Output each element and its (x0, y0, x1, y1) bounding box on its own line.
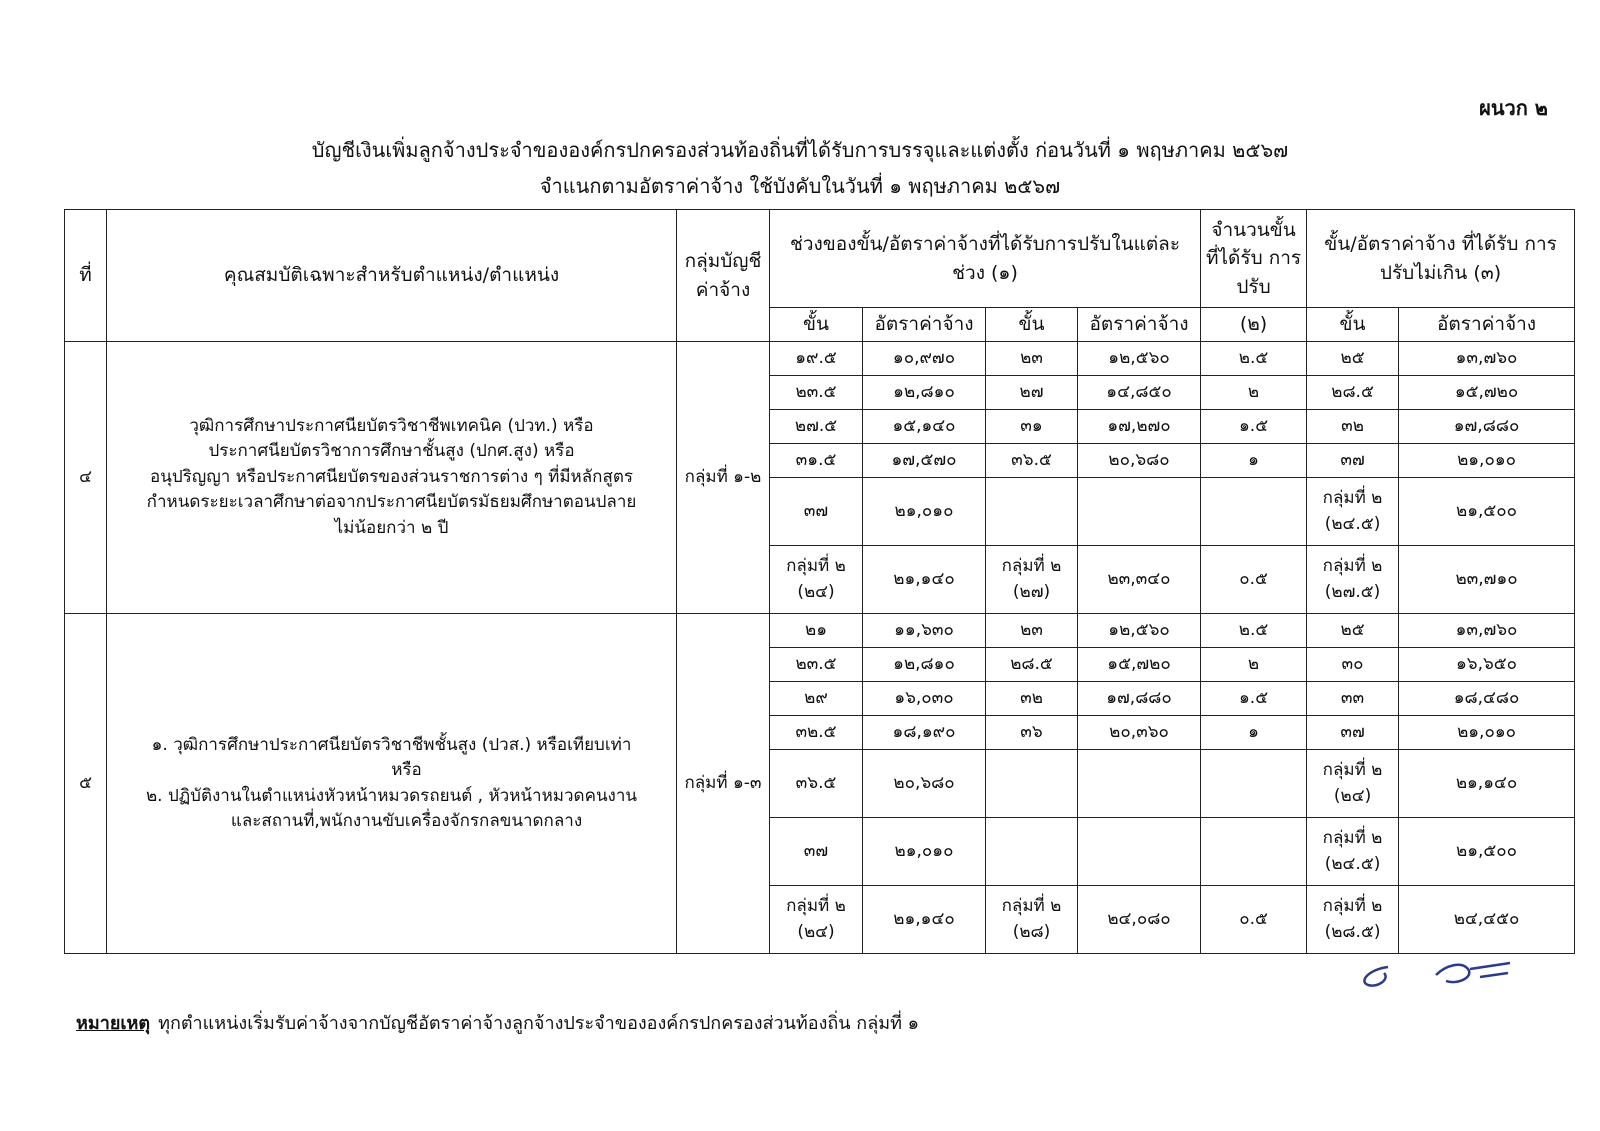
header-range: ช่วงของขั้น/อัตราค่าจ้างที่ได้รับการปรับในแต่ละช่วง (๑) (770, 210, 1201, 308)
range-to-step: ๓๑ (986, 410, 1078, 444)
range-from-step: ๓๗ (770, 818, 863, 886)
max-step: ๒๕ (1307, 342, 1399, 376)
adjust-steps: ๐.๕ (1201, 546, 1307, 614)
max-step: กลุ่มที่ ๒ (๒๘.๕) (1307, 886, 1399, 954)
range-from-step: ๒๓.๕ (770, 648, 863, 682)
range-to-step: กลุ่มที่ ๒ (๒๗) (986, 546, 1078, 614)
range-to-rate (1078, 478, 1201, 546)
range-from-step: กลุ่มที่ ๒ (๒๔) (770, 886, 863, 954)
qualification-line: หรือ (391, 760, 422, 780)
range-from-step: ๓๒.๕ (770, 716, 863, 750)
adjust-steps (1201, 818, 1307, 886)
max-step: ๓๗ (1307, 444, 1399, 478)
max-rate: ๒๑,๑๔๐ (1399, 750, 1575, 818)
range-to-rate: ๒๐,๓๖๐ (1078, 716, 1201, 750)
range-to-rate: ๒๓,๓๔๐ (1078, 546, 1201, 614)
range-to-step: ๒๓ (986, 342, 1078, 376)
max-rate: ๒๑,๕๐๐ (1399, 818, 1575, 886)
max-step: ๒๕ (1307, 614, 1399, 648)
header-group: กลุ่มบัญชี ค่าจ้าง (677, 210, 770, 342)
adjust-steps (1201, 478, 1307, 546)
max-step: ๓๐ (1307, 648, 1399, 682)
max-step: ๓๓ (1307, 682, 1399, 716)
range-to-rate (1078, 818, 1201, 886)
range-from-rate: ๑๕,๑๔๐ (863, 410, 986, 444)
qualification-line: อนุปริญญา หรือประกาศนียบัตรของส่วนราชการต่าง ๆ ที่มีหลักสูตร (149, 466, 633, 487)
qualification-line: วุฒิการศึกษาประกาศนียบัตรวิชาชีพเทคนิค (ปวท.) หรือ (189, 415, 594, 436)
footnote-text: ทุกตำแหน่งเริ่มรับค่าจ้างจากบัญชีอัตราค่าจ้างลูกจ้างประจำขององค์กรปกครองส่วนท้องถิ่น กลุ่มที่ ๑ (158, 1013, 920, 1034)
table-body (65, 342, 1575, 954)
range-from-step: ๒๙ (770, 682, 863, 716)
range-to-step: ๓๖ (986, 716, 1078, 750)
max-rate: ๒๓,๗๑๐ (1399, 546, 1575, 614)
range-to-step (986, 818, 1078, 886)
range-to-rate: ๒๐,๖๘๐ (1078, 444, 1201, 478)
range-from-step: ๓๗ (770, 478, 863, 546)
adjust-steps: ๒.๕ (1201, 342, 1307, 376)
qualification-line: ประกาศนียบัตรวิชาการศึกษาชั้นสูง (ปกศ.สูง) หรือ (208, 441, 575, 462)
header-rate: อัตราค่าจ้าง (863, 308, 986, 342)
range-to-rate: ๒๔,๐๘๐ (1078, 886, 1201, 954)
max-step: ๓๒ (1307, 410, 1399, 444)
table-header (65, 210, 1575, 342)
max-rate: ๒๑,๕๐๐ (1399, 478, 1575, 546)
range-to-rate: ๑๗,๘๘๐ (1078, 682, 1201, 716)
document-subtitle: จำแนกตามอัตราค่าจ้าง ใช้บังคับในวันที่ ๑ พฤษภาคม ๒๕๖๗ (539, 174, 1061, 198)
range-to-rate: ๑๒,๕๖๐ (1078, 614, 1201, 648)
qualification-text (107, 342, 677, 614)
max-step: ๓๗ (1307, 716, 1399, 750)
range-from-rate: ๒๑,๐๑๐ (863, 478, 986, 546)
range-from-step: กลุ่มที่ ๒ (๒๔) (770, 546, 863, 614)
qualification-line: ๑. วุฒิการศึกษาประกาศนียบัตรวิชาชีพชั้นสูง (ปวส.) หรือเทียบเท่า (151, 734, 632, 755)
adjust-steps: ๐.๕ (1201, 886, 1307, 954)
header-steps-num: (๒) (1201, 308, 1307, 342)
max-step: ๒๘.๕ (1307, 376, 1399, 410)
header-steps: จำนวนขั้น ที่ได้รับ การปรับ (1201, 210, 1307, 308)
adjust-steps: ๑ (1201, 716, 1307, 750)
range-from-rate: ๒๑,๐๑๐ (863, 818, 986, 886)
max-rate: ๑๖,๖๕๐ (1399, 648, 1575, 682)
table-row (65, 342, 1575, 376)
qualification-line: ไม่น้อยกว่า ๒ ปี (334, 517, 449, 538)
adjust-steps: ๒ (1201, 376, 1307, 410)
header-rate: อัตราค่าจ้าง (1399, 308, 1575, 342)
signature (1350, 955, 1520, 995)
max-rate: ๑๗,๘๘๐ (1399, 410, 1575, 444)
range-from-rate: ๑๒,๘๑๐ (863, 376, 986, 410)
max-step: กลุ่มที่ ๒ (๒๔.๕) (1307, 478, 1399, 546)
range-from-rate: ๒๑,๑๔๐ (863, 546, 986, 614)
range-to-step: ๒๗ (986, 376, 1078, 410)
max-rate: ๑๕,๗๒๐ (1399, 376, 1575, 410)
document-title: บัญชีเงินเพิ่มลูกจ้างประจำขององค์กรปกครองส่วนท้องถิ่นที่ได้รับการบรรจุและแต่งตั้ง ก่อนวันที่ ๑ พฤษภาคม ๒๕๖๗ (311, 138, 1289, 162)
header-rate: อัตราค่าจ้าง (1078, 308, 1201, 342)
max-rate: ๑๘,๔๘๐ (1399, 682, 1575, 716)
range-to-rate (1078, 750, 1201, 818)
header-step: ขั้น (1307, 308, 1399, 342)
range-to-rate: ๑๕,๗๒๐ (1078, 648, 1201, 682)
range-to-step: ๒๘.๕ (986, 648, 1078, 682)
range-to-rate: ๑๒,๕๖๐ (1078, 342, 1201, 376)
max-step: กลุ่มที่ ๒ (๒๔) (1307, 750, 1399, 818)
header-qualification: คุณสมบัติเฉพาะสำหรับตำแหน่ง/ตำแหน่ง (107, 210, 677, 342)
footnote (76, 1008, 919, 1037)
wage-group: กลุ่มที่ ๑-๓ (677, 614, 770, 954)
adjust-steps: ๑ (1201, 444, 1307, 478)
range-from-step: ๒๗.๕ (770, 410, 863, 444)
header-step: ขั้น (986, 308, 1078, 342)
header-max: ขั้น/อัตราค่าจ้าง ที่ได้รับ การปรับไม่เกิน (๓) (1307, 210, 1575, 308)
max-rate: ๒๔,๔๕๐ (1399, 886, 1575, 954)
max-rate: ๑๓,๗๖๐ (1399, 342, 1575, 376)
range-to-step: กลุ่มที่ ๒ (๒๘) (986, 886, 1078, 954)
range-from-step: ๑๙.๕ (770, 342, 863, 376)
range-from-rate: ๑๘,๑๙๐ (863, 716, 986, 750)
range-from-rate: ๑๐,๙๗๐ (863, 342, 986, 376)
qualification-line: กำหนดระยะเวลาศึกษาต่อจากประกาศนียบัตรมัธยมศึกษาตอนปลาย (146, 492, 637, 513)
qualification-line: และสถานที่,พนักงานขับเครื่องจักรกลขนาดกลาง (230, 811, 583, 831)
range-to-rate: ๑๔,๘๕๐ (1078, 376, 1201, 410)
max-rate: ๑๓,๗๖๐ (1399, 614, 1575, 648)
adjust-steps: ๒ (1201, 648, 1307, 682)
adjust-steps: ๒.๕ (1201, 614, 1307, 648)
footnote-label: หมายเหตุ (76, 1013, 151, 1034)
row-number: ๔ (65, 342, 107, 614)
annex-label: ผนวก ๒ (1479, 96, 1548, 120)
range-from-step: ๓๖.๕ (770, 750, 863, 818)
range-from-rate: ๑๖,๐๓๐ (863, 682, 986, 716)
range-to-step (986, 750, 1078, 818)
adjust-steps: ๑.๕ (1201, 410, 1307, 444)
wage-group: กลุ่มที่ ๑-๒ (677, 342, 770, 614)
max-rate: ๒๑,๐๑๐ (1399, 716, 1575, 750)
range-to-step: ๓๖.๕ (986, 444, 1078, 478)
range-from-step: ๓๑.๕ (770, 444, 863, 478)
max-step: กลุ่มที่ ๒ (๒๔.๕) (1307, 818, 1399, 886)
range-from-rate: ๒๐,๖๘๐ (863, 750, 986, 818)
range-from-step: ๒๑ (770, 614, 863, 648)
range-from-step: ๒๓.๕ (770, 376, 863, 410)
range-from-rate: ๑๑,๖๓๐ (863, 614, 986, 648)
range-to-rate: ๑๗,๒๗๐ (1078, 410, 1201, 444)
adjust-steps (1201, 750, 1307, 818)
range-to-step (986, 478, 1078, 546)
range-from-rate: ๑๗,๕๗๐ (863, 444, 986, 478)
max-step: กลุ่มที่ ๒ (๒๗.๕) (1307, 546, 1399, 614)
range-to-step: ๓๒ (986, 682, 1078, 716)
wage-table (64, 209, 1575, 954)
qualification-line: ๒. ปฏิบัติงานในตำแหน่งหัวหน้าหมวดรถยนต์ , หัวหน้าหมวดคนงาน (145, 785, 638, 806)
table-row (65, 614, 1575, 648)
row-number: ๕ (65, 614, 107, 954)
range-to-step: ๒๓ (986, 614, 1078, 648)
adjust-steps: ๑.๕ (1201, 682, 1307, 716)
range-from-rate: ๒๑,๑๔๐ (863, 886, 986, 954)
range-from-rate: ๑๒,๘๑๐ (863, 648, 986, 682)
max-rate: ๒๑,๐๑๐ (1399, 444, 1575, 478)
header-no: ที่ (65, 210, 107, 342)
qualification-text (107, 614, 677, 954)
header-step: ขั้น (770, 308, 863, 342)
